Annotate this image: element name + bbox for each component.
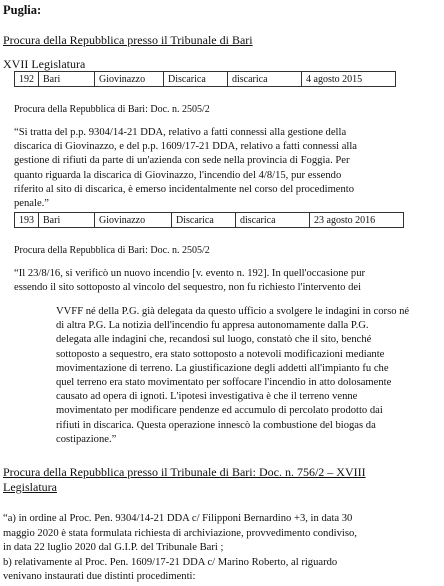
title-line: Legislatura xyxy=(3,480,57,494)
region-heading: Puglia: xyxy=(3,3,42,17)
quote-line: movimentazione di terreno. La giustificazione degli addetti all'impianto fu che xyxy=(56,362,389,374)
entry1-quote xyxy=(14,126,439,211)
event-row-193 xyxy=(14,212,404,228)
event-number: 192 xyxy=(15,72,39,87)
quote-line: VVFF né della P.G. già delegata da questo ufficio a svolgere le indagini in corso né xyxy=(56,306,410,317)
event-row-192 xyxy=(14,71,396,87)
event-site: discarica xyxy=(236,213,310,228)
quote-line: di altra P.G. La notizia dell'incendio fu appresa autonomamente dalla P.G. xyxy=(56,320,369,332)
quote-line: discarica di Giovinazzo, e del p.p. 1609/17-21 DDA, relativo a fatti connessi alla xyxy=(14,141,358,153)
quote-line: causato ad opera di ignoti. L'ipotesi investigativa è che il terreno venne xyxy=(56,391,358,403)
event-date: 23 agosto 2016 xyxy=(310,213,404,228)
quote-line: riferito al sito di discarica, è emerso incidentalmente nel corso del procedimento xyxy=(14,183,355,195)
section2-title xyxy=(3,465,441,495)
event-province: Bari xyxy=(39,72,95,87)
quote-line: quanto riguarda la discarica di Giovinazzo, l'incendio del 4/8/15, pur essendo xyxy=(14,169,342,181)
quote-line: costipazione.” xyxy=(56,433,117,445)
body-line: maggio 2020 è stata formulata richiesta di archiviazione, provvedimento condiviso, xyxy=(3,527,357,539)
quote-line: “Il 23/8/16, si verificò un nuovo incendio [v. evento n. 192]. In quell'occasione pur xyxy=(14,268,366,279)
event-type: Discarica xyxy=(164,72,228,87)
quote-line: penale.” xyxy=(14,198,49,210)
entry2-source: Procura della Repubblica di Bari: Doc. n. 2505/2 xyxy=(14,245,210,256)
body-line: b) relativamente al Proc. Pen. 1609/17-21 DDA c/ Marino Roberto, al riguardo xyxy=(3,556,338,568)
section1-title: Procura della Repubblica presso il Tribunale di Bari xyxy=(3,33,253,47)
quote-line: sottoposto a sequestro, era stato sottoposto a notevoli modificazioni mediante xyxy=(56,348,385,360)
quote-line: rifiuti in discarica. Questa operazione innescò la combustione del biogas da xyxy=(56,419,376,431)
quote-continuation xyxy=(56,305,440,447)
event-municipality: Giovinazzo xyxy=(95,213,172,228)
title-line: Procura della Repubblica presso il Tribunale di Bari: Doc. n. 756/2 – XVIII xyxy=(3,465,366,479)
event-municipality: Giovinazzo xyxy=(95,72,164,87)
body-line: venivano instaurati due distinti procedimenti: xyxy=(3,571,196,582)
event-number: 193 xyxy=(15,213,39,228)
quote-line: essendo il sito sottoposto al vincolo del sequestro, non fu richiesto l'intervento dei xyxy=(14,282,362,294)
quote-line: delegata alle indagini che, recandosi sul luogo, constatò che il sito, benché xyxy=(56,334,372,346)
event-type: Discarica xyxy=(172,213,236,228)
event-province: Bari xyxy=(39,213,95,228)
body-line: “a) in ordine al Proc. Pen. 9304/14-21 DDA c/ Filipponi Bernardino +3, in data 30 xyxy=(3,513,353,524)
quote-line: “Si tratta del p.p. 9304/14-21 DDA, relativo a fatti connessi alla gestione della xyxy=(14,127,347,138)
entry1-source: Procura della Repubblica di Bari: Doc. n. 2505/2 xyxy=(14,104,210,115)
quote-line: quel terreno era stato movimentato per soffocare l'incendio in atto dolosamente xyxy=(56,377,392,389)
event-date: 4 agosto 2015 xyxy=(302,72,396,87)
event-site: discarica xyxy=(228,72,302,87)
legislature-label: XVII Legislatura xyxy=(3,57,86,71)
section2-body xyxy=(3,512,441,585)
quote-line: movimentato per modificare pendenze ed accumulo di percolato prodotto dai xyxy=(56,405,383,417)
quote-line: gestione di rifiuti da parte di un'azienda con sede nella provincia di Foggia. Per xyxy=(14,155,350,167)
entry2-quote xyxy=(14,267,439,295)
body-line: in data 22 luglio 2020 dal G.I.P. del Tribunale Bari ; xyxy=(3,542,224,553)
